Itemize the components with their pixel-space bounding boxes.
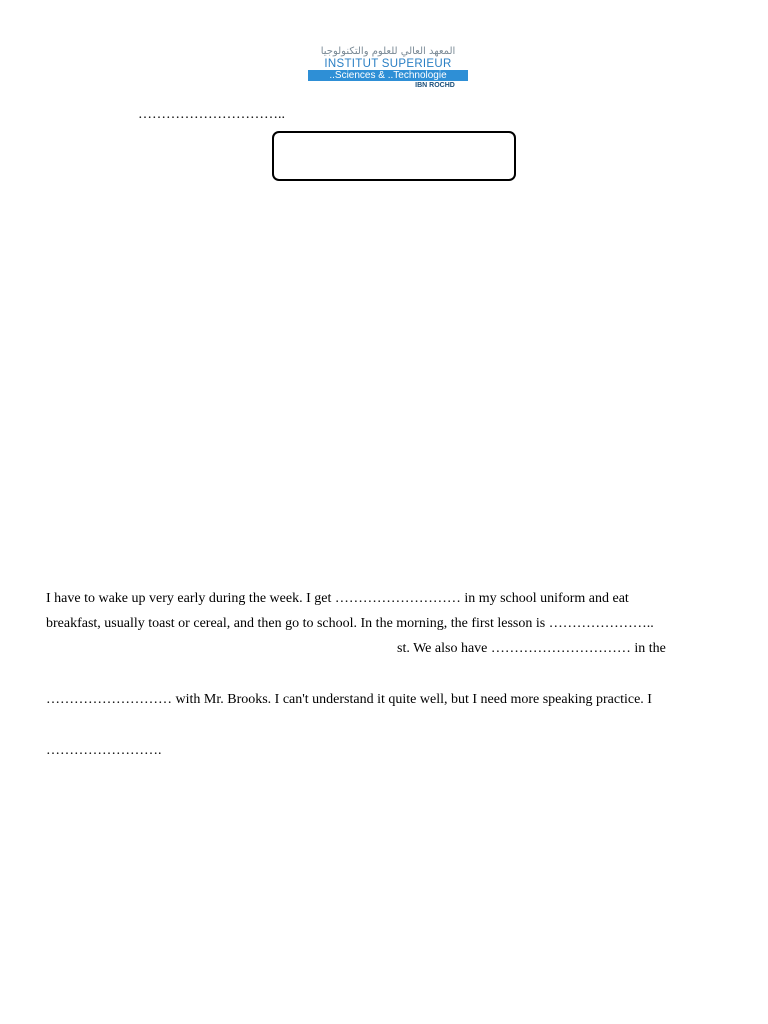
title-box: [272, 131, 516, 181]
logo-institute-text: INSTITUT SUPERIEUR: [324, 58, 452, 70]
logo-arabic-text: المعهد العالي للعلوم والتكنولوجيا: [320, 46, 456, 57]
passage-line-5: …………………….: [46, 743, 162, 758]
passage-line-1: I have to wake up very early during the week. I get ……………………… in my school uniform and eat: [46, 591, 629, 606]
passage-line-4: ……………………… with Mr. Brooks. I can't understand it quite well, but I need more speaking practice. I: [46, 692, 652, 707]
logo-ibn-rochd-text: IBN ROCHD: [415, 82, 455, 89]
passage-line-2: breakfast, usually toast or cereal, and then go to school. In the morning, the first lesson is …………………..: [46, 616, 654, 631]
name-blank: …………………………..: [138, 107, 285, 122]
passage-line-3: st. We also have ………………………… in the: [397, 641, 666, 656]
logo-sciences-band: ..Sciences & ..Technologie: [308, 70, 468, 81]
institute-logo: [300, 46, 472, 94]
